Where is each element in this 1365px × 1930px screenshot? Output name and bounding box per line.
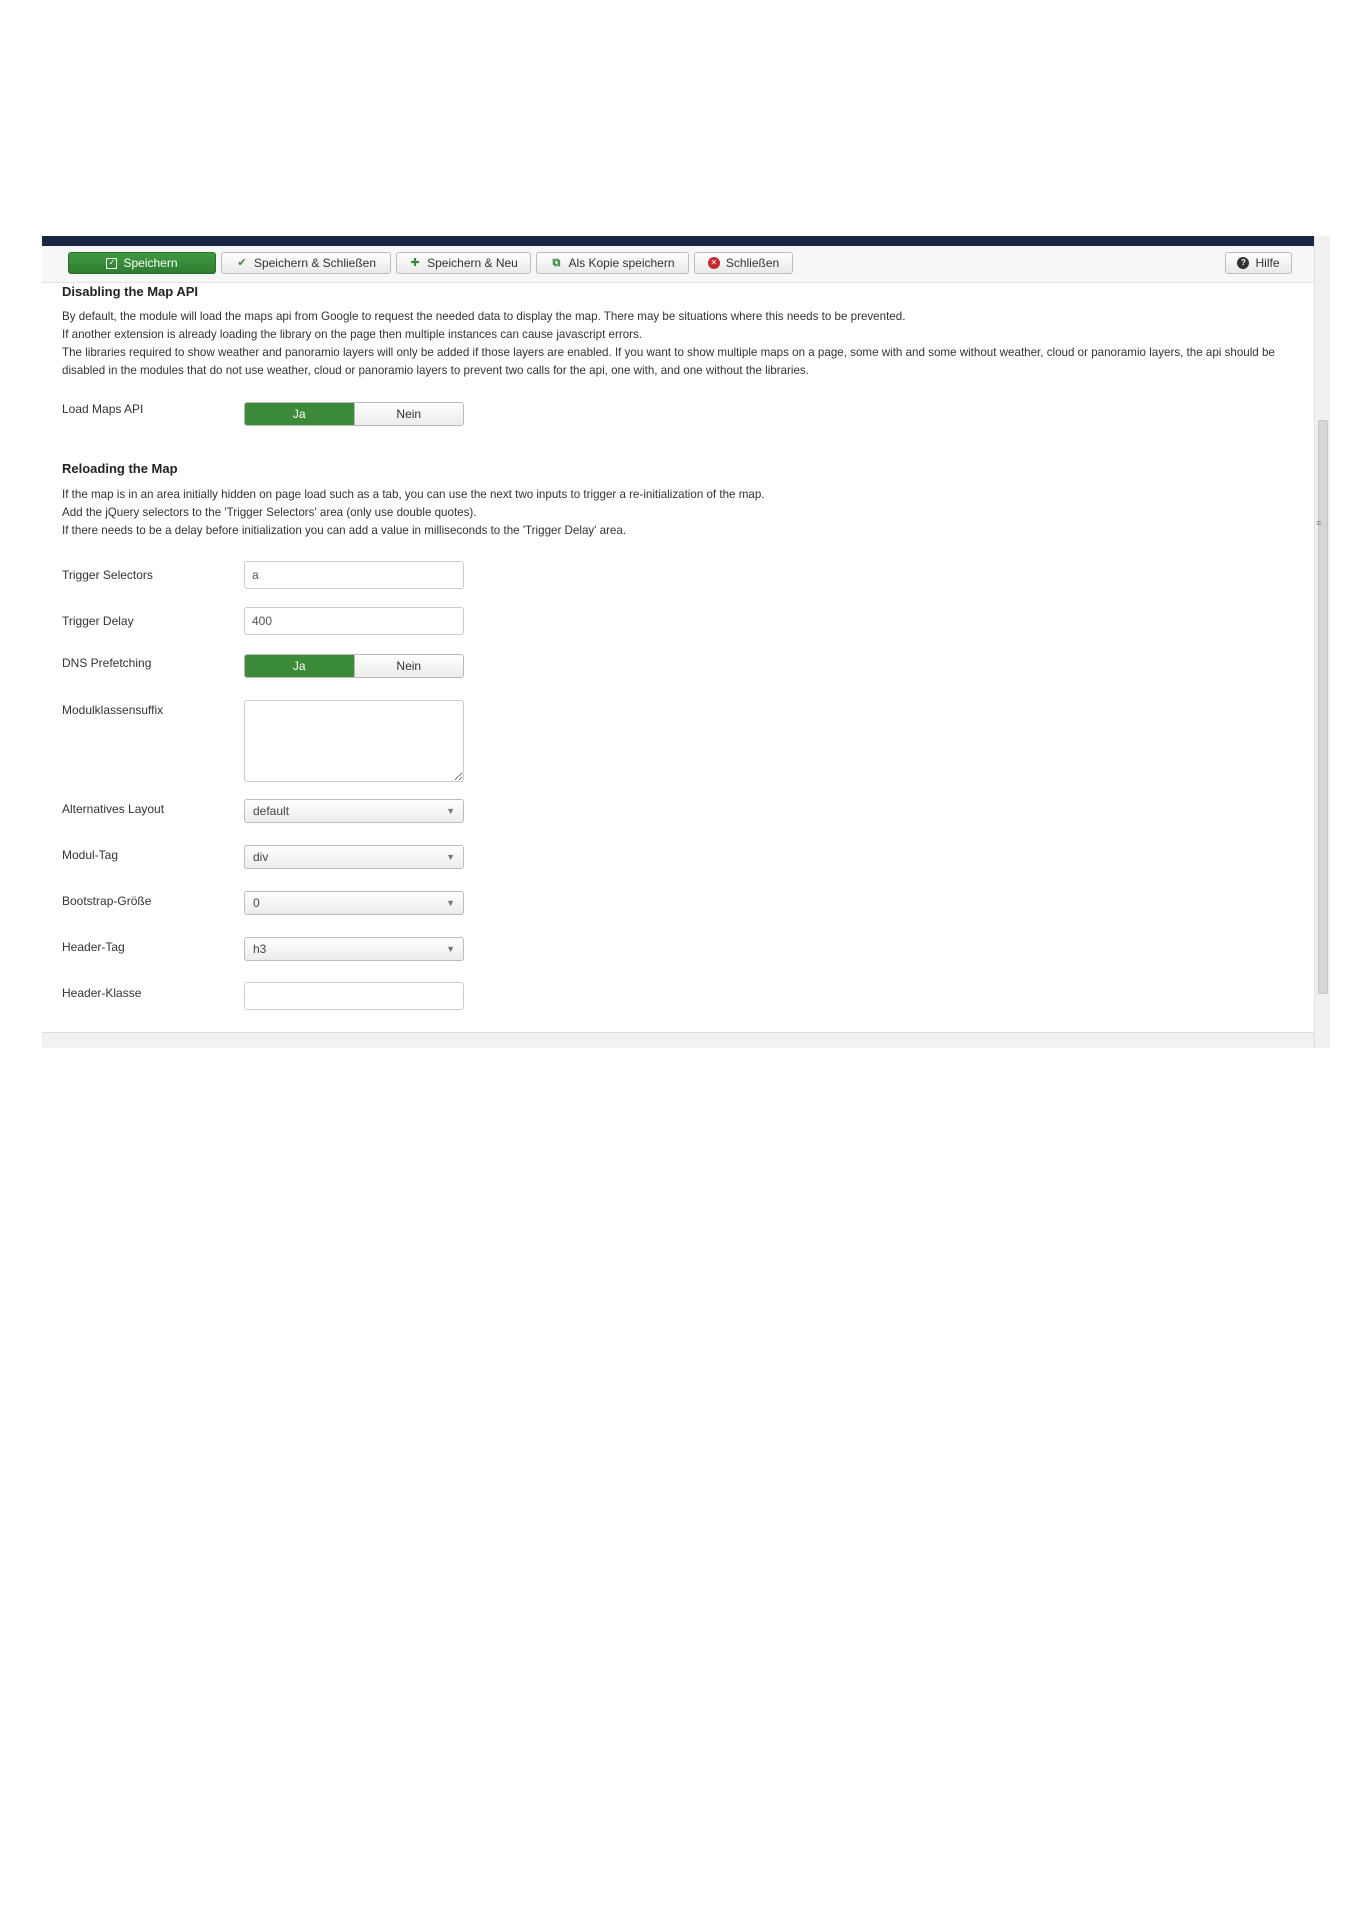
header-class-label: Header-Klasse <box>62 986 142 1000</box>
header-tag-value: h3 <box>253 942 267 956</box>
help-button[interactable] <box>1225 252 1292 274</box>
admin-top-bar <box>42 236 1314 246</box>
save-close-button[interactable] <box>221 252 391 274</box>
description-line: If there needs to be a delay before initialization you can add a value in milliseconds to the 'Trigger Delay' area. <box>62 524 627 537</box>
trigger-delay-input[interactable] <box>244 607 464 635</box>
description-line: By default, the module will load the maps api from Google to request the needed data to display the map. There may be situations where this needs to be prevented. <box>62 310 906 323</box>
module-tag-select[interactable] <box>244 845 464 869</box>
chevron-down-icon: ▼ <box>446 944 455 954</box>
chevron-down-icon: ▼ <box>446 852 455 862</box>
dns-prefetching-yes[interactable]: Ja <box>245 655 354 677</box>
load-maps-api-no[interactable]: Nein <box>354 403 464 425</box>
close-circle-icon: ✕ <box>708 257 720 269</box>
chevron-down-icon: ▼ <box>446 898 455 908</box>
module-class-suffix-textarea[interactable] <box>244 700 464 782</box>
edit-check-icon: ✓ <box>106 258 117 269</box>
dns-prefetching-label: DNS Prefetching <box>62 656 152 670</box>
load-maps-api-label: Load Maps API <box>62 402 144 416</box>
module-tag-value: div <box>253 850 269 864</box>
reloading-map-heading: Reloading the Map <box>62 461 178 476</box>
save-button[interactable] <box>68 252 216 274</box>
description-line: Add the jQuery selectors to the 'Trigger Selectors' area (only use double quotes). <box>62 506 477 519</box>
save-new-button[interactable] <box>396 252 531 274</box>
reloading-map-description <box>62 486 1284 540</box>
description-line: If another extension is already loading the library on the page then multiple instances can cause javascript errors. <box>62 328 643 341</box>
header-tag-label: Header-Tag <box>62 940 125 954</box>
bootstrap-size-select[interactable] <box>244 891 464 915</box>
trigger-selectors-input[interactable] <box>244 561 464 589</box>
help-label: Hilfe <box>1255 256 1280 270</box>
disabling-map-api-heading: Disabling the Map API <box>62 284 199 299</box>
close-label: Schließen <box>725 256 780 270</box>
trigger-selectors-label: Trigger Selectors <box>62 568 153 582</box>
scrollbar-thumb[interactable] <box>1318 420 1328 994</box>
bootstrap-size-label: Bootstrap-Größe <box>62 894 152 908</box>
bootstrap-size-value: 0 <box>253 896 260 910</box>
load-maps-api-yes[interactable]: Ja <box>245 403 354 425</box>
alt-layout-label: Alternatives Layout <box>62 802 165 816</box>
copy-icon: ⧉ <box>552 257 561 269</box>
alt-layout-select[interactable] <box>244 799 464 823</box>
header-class-input[interactable] <box>244 982 464 1010</box>
dns-prefetching-no[interactable]: Nein <box>354 655 464 677</box>
trigger-delay-label: Trigger Delay <box>62 614 134 628</box>
checkmark-icon: ✔ <box>237 257 247 269</box>
screenshot-frame <box>42 236 1330 1048</box>
disabling-map-api-description <box>62 308 1284 380</box>
module-class-suffix-label: Modulklassensuffix <box>62 703 164 717</box>
description-line: The libraries required to show weather and panoramio layers will only be added if those layers are enabled. If you want to show multiple maps on a page, some with and some without weather, cloud or panoramio layers, the api should be disabled in the modules that do not use weather, cloud or panoramio layers to prevent two calls for the api, one with, and one without the libraries. <box>62 346 1275 377</box>
toolbar <box>42 246 1314 283</box>
description-line: If the map is in an area initially hidden on page load such as a tab, you can use the next two inputs to trigger a re-initialization of the map. <box>62 488 765 501</box>
chevron-down-icon: ▼ <box>446 806 455 816</box>
status-footer <box>42 1032 1314 1048</box>
save-close-label: Speichern & Schließen <box>253 256 377 270</box>
load-maps-api-toggle <box>244 402 464 426</box>
plus-icon: ✚ <box>410 257 420 269</box>
scrollbar[interactable] <box>1314 236 1330 1048</box>
question-circle-icon: ? <box>1237 257 1249 269</box>
dns-prefetching-toggle <box>244 654 464 678</box>
save-new-label: Speichern & Neu <box>427 256 518 270</box>
alt-layout-value: default <box>253 804 290 818</box>
grip-icon: ≡ <box>1316 518 1322 528</box>
save-button-label: Speichern <box>123 256 178 270</box>
save-copy-label: Als Kopie speichern <box>568 256 675 270</box>
save-copy-button[interactable] <box>536 252 689 274</box>
header-tag-select[interactable] <box>244 937 464 961</box>
close-button[interactable] <box>694 252 793 274</box>
module-tag-label: Modul-Tag <box>62 848 119 862</box>
